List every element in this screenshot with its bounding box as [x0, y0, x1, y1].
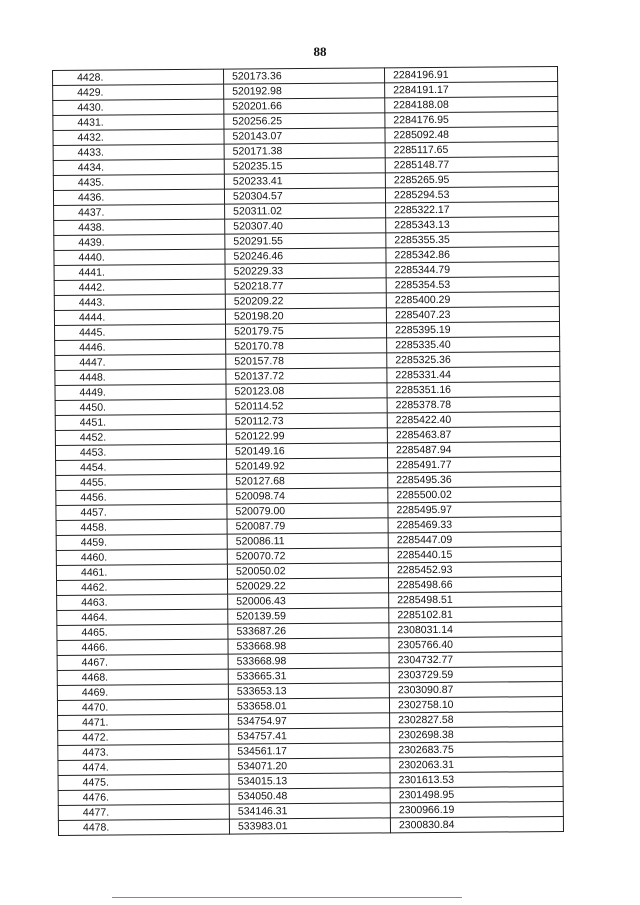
table-body — [53, 67, 564, 836]
point-number-cell: 4451. — [55, 414, 226, 430]
point-number-cell: 4460. — [56, 549, 227, 565]
point-number-cell: 4455. — [56, 474, 227, 490]
northing-cell: 2285440.15 — [388, 547, 561, 563]
northing-cell: 2285354.53 — [386, 277, 559, 293]
easting-cell: 520229.33 — [225, 263, 386, 279]
point-number-cell: 4450. — [55, 399, 226, 415]
northing-cell: 2285469.33 — [388, 517, 561, 533]
point-number-cell: 4461. — [56, 564, 227, 580]
point-number-cell: 4474. — [58, 759, 229, 775]
point-number-cell: 4435. — [53, 174, 224, 190]
northing-cell: 2302698.38 — [390, 727, 563, 743]
point-number-cell: 4462. — [57, 579, 228, 595]
point-number-cell: 4467. — [57, 654, 228, 670]
northing-cell: 2285344.79 — [386, 262, 559, 278]
easting-cell: 533668.98 — [228, 638, 389, 654]
point-number-cell: 4463. — [57, 594, 228, 610]
northing-cell: 2303729.59 — [389, 667, 562, 683]
easting-cell: 520179.75 — [226, 323, 387, 339]
northing-cell: 2285495.36 — [388, 472, 561, 488]
northing-cell: 2285325.36 — [387, 352, 560, 368]
northing-cell: 2285335.40 — [387, 337, 560, 353]
easting-cell: 520209.22 — [225, 293, 386, 309]
easting-cell: 520098.74 — [227, 488, 388, 504]
easting-cell: 534050.48 — [229, 788, 390, 804]
northing-cell: 2285447.09 — [388, 532, 561, 548]
easting-cell: 534146.31 — [229, 803, 390, 819]
easting-cell: 520127.68 — [227, 473, 388, 489]
easting-cell: 520149.16 — [226, 443, 387, 459]
northing-cell: 2285102.81 — [389, 607, 562, 623]
northing-cell: 2285092.48 — [385, 127, 558, 143]
point-number-cell: 4443. — [54, 294, 225, 310]
easting-cell: 520122.99 — [226, 428, 387, 444]
easting-cell: 520029.22 — [228, 578, 389, 594]
northing-cell: 2302758.10 — [389, 697, 562, 713]
northing-cell: 2302827.58 — [390, 712, 563, 728]
easting-cell: 520171.38 — [224, 143, 385, 159]
northing-cell: 2285294.53 — [385, 187, 558, 203]
easting-cell: 520114.52 — [226, 398, 387, 414]
northing-cell: 2285331.44 — [387, 367, 560, 383]
easting-cell: 534015.13 — [229, 773, 390, 789]
easting-cell: 520256.25 — [224, 113, 385, 129]
northing-cell: 2285342.86 — [386, 247, 559, 263]
northing-cell: 2285452.93 — [388, 562, 561, 578]
northing-cell: 2285343.13 — [386, 217, 559, 233]
easting-cell: 534561.17 — [229, 743, 390, 759]
easting-cell: 533983.01 — [229, 818, 390, 834]
northing-cell: 2301613.53 — [390, 772, 563, 788]
point-number-cell: 4476. — [58, 789, 229, 805]
easting-cell: 520173.36 — [223, 68, 384, 84]
northing-cell: 2285351.16 — [387, 382, 560, 398]
northing-cell: 2285498.51 — [389, 592, 562, 608]
point-number-cell: 4430. — [53, 99, 224, 115]
northing-cell: 2285395.19 — [386, 322, 559, 338]
point-number-cell: 4442. — [54, 279, 225, 295]
northing-cell: 2285463.87 — [387, 427, 560, 443]
easting-cell: 534071.20 — [229, 758, 390, 774]
northing-cell: 2285322.17 — [386, 202, 559, 218]
easting-cell: 534754.97 — [229, 713, 390, 729]
easting-cell: 533668.98 — [228, 653, 389, 669]
point-number-cell: 4431. — [53, 114, 224, 130]
point-number-cell: 4473. — [58, 744, 229, 760]
northing-cell: 2302063.31 — [390, 757, 563, 773]
point-number-cell: 4428. — [53, 69, 224, 85]
point-number-cell: 4456. — [56, 489, 227, 505]
table-row — [58, 817, 563, 836]
northing-cell: 2300966.19 — [390, 802, 563, 818]
point-number-cell: 4472. — [58, 729, 229, 745]
northing-cell: 2285498.66 — [388, 577, 561, 593]
northing-cell: 2285148.77 — [385, 157, 558, 173]
northing-cell: 2285495.97 — [388, 502, 561, 518]
northing-cell: 2308031.14 — [389, 622, 562, 638]
point-number-cell: 4477. — [58, 804, 229, 820]
easting-cell: 533653.13 — [228, 683, 389, 699]
northing-cell: 2285117.65 — [385, 142, 558, 158]
easting-cell: 520246.46 — [225, 248, 386, 264]
northing-cell: 2284188.08 — [385, 97, 558, 113]
easting-cell: 520139.59 — [228, 608, 389, 624]
easting-cell: 520149.92 — [227, 458, 388, 474]
point-number-cell: 4436. — [53, 189, 224, 205]
northing-cell: 2285400.29 — [386, 292, 559, 308]
northing-cell: 2285407.23 — [386, 307, 559, 323]
point-number-cell: 4469. — [57, 684, 228, 700]
coordinates-table — [52, 66, 564, 836]
easting-cell: 520112.73 — [226, 413, 387, 429]
easting-cell: 533658.01 — [228, 698, 389, 714]
point-number-cell: 4439. — [54, 234, 225, 250]
point-number-cell: 4438. — [54, 219, 225, 235]
easting-cell: 520170.78 — [226, 338, 387, 354]
point-number-cell: 4466. — [57, 639, 228, 655]
northing-cell: 2285422.40 — [387, 412, 560, 428]
easting-cell: 520070.72 — [227, 548, 388, 564]
easting-cell: 520143.07 — [224, 128, 385, 144]
easting-cell: 520307.40 — [225, 218, 386, 234]
point-number-cell: 4447. — [55, 354, 226, 370]
point-number-cell: 4470. — [57, 699, 228, 715]
easting-cell: 520086.11 — [227, 533, 388, 549]
northing-cell: 2285355.35 — [386, 232, 559, 248]
point-number-cell: 4454. — [56, 459, 227, 475]
point-number-cell: 4437. — [54, 204, 225, 220]
easting-cell: 520291.55 — [225, 233, 386, 249]
easting-cell: 533665.31 — [228, 668, 389, 684]
point-number-cell: 4453. — [55, 444, 226, 460]
northing-cell: 2285487.94 — [387, 442, 560, 458]
northing-cell: 2300830.84 — [390, 817, 563, 833]
bottom-rule — [112, 897, 462, 898]
easting-cell: 520157.78 — [226, 353, 387, 369]
easting-cell: 533687.26 — [228, 623, 389, 639]
point-number-cell: 4440. — [54, 249, 225, 265]
point-number-cell: 4468. — [57, 669, 228, 685]
northing-cell: 2304732.77 — [389, 652, 562, 668]
point-number-cell: 4471. — [58, 714, 229, 730]
point-number-cell: 4446. — [55, 339, 226, 355]
easting-cell: 520198.20 — [225, 308, 386, 324]
northing-cell: 2285378.78 — [387, 397, 560, 413]
northing-cell: 2284196.91 — [384, 67, 557, 83]
point-number-cell: 4434. — [53, 159, 224, 175]
northing-cell: 2303090.87 — [389, 682, 562, 698]
easting-cell: 520006.43 — [228, 593, 389, 609]
northing-cell: 2305766.40 — [389, 637, 562, 653]
easting-cell: 520235.15 — [224, 158, 385, 174]
point-number-cell: 4432. — [53, 129, 224, 145]
northing-cell: 2285491.77 — [388, 457, 561, 473]
easting-cell: 520137.72 — [226, 368, 387, 384]
northing-cell: 2284176.95 — [385, 112, 558, 128]
point-number-cell: 4452. — [55, 429, 226, 445]
northing-cell: 2285500.02 — [388, 487, 561, 503]
point-number-cell: 4458. — [56, 519, 227, 535]
northing-cell: 2284191.17 — [385, 82, 558, 98]
point-number-cell: 4478. — [58, 819, 229, 835]
point-number-cell: 4475. — [58, 774, 229, 790]
easting-cell: 520304.57 — [224, 188, 385, 204]
point-number-cell: 4449. — [55, 384, 226, 400]
easting-cell: 520192.98 — [224, 83, 385, 99]
point-number-cell: 4457. — [56, 504, 227, 520]
point-number-cell: 4444. — [54, 309, 225, 325]
page-number: 88 — [313, 44, 327, 59]
easting-cell: 520050.02 — [227, 563, 388, 579]
point-number-cell: 4441. — [54, 264, 225, 280]
point-number-cell: 4429. — [53, 84, 224, 100]
easting-cell: 520218.77 — [225, 278, 386, 294]
northing-cell: 2302683.75 — [390, 742, 563, 758]
easting-cell: 534757.41 — [229, 728, 390, 744]
point-number-cell: 4433. — [53, 144, 224, 160]
point-number-cell: 4445. — [55, 324, 226, 340]
northing-cell: 2285265.95 — [385, 172, 558, 188]
point-number-cell: 4448. — [55, 369, 226, 385]
easting-cell: 520123.08 — [226, 383, 387, 399]
easting-cell: 520311.02 — [225, 203, 386, 219]
northing-cell: 2301498.95 — [390, 787, 563, 803]
easting-cell: 520087.79 — [227, 518, 388, 534]
point-number-cell: 4459. — [56, 534, 227, 550]
point-number-cell: 4464. — [57, 609, 228, 625]
easting-cell: 520079.00 — [227, 503, 388, 519]
easting-cell: 520201.66 — [224, 98, 385, 114]
point-number-cell: 4465. — [57, 624, 228, 640]
easting-cell: 520233.41 — [224, 173, 385, 189]
